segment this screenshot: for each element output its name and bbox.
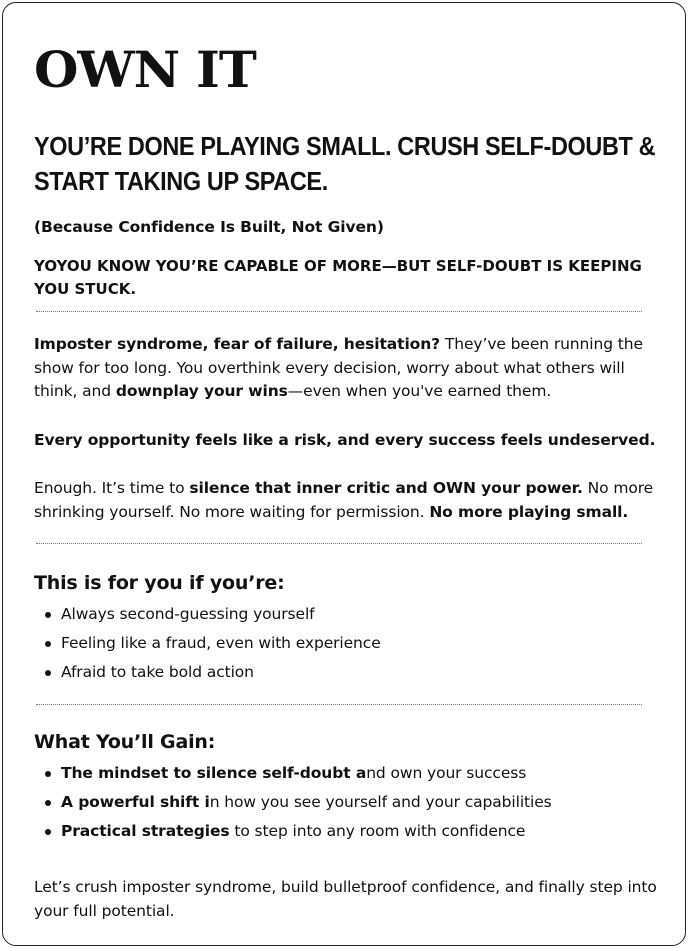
gain-item-bold: Practical strategies (61, 822, 230, 840)
gain-item-bold: The mindset to silence self-doubt a (61, 764, 367, 782)
gain-heading: What You’ll Gain: (34, 731, 216, 753)
headline: YOU’RE DONE PLAYING SMALL. CRUSH SELF-DOUBT & START TAKING UP SPACE. (34, 133, 656, 196)
intro-text-4: No more shrinking yourself. No more waiting for permission. (34, 479, 654, 521)
intro-bold-4: silence that inner critic and OWN your power. (189, 479, 583, 497)
intro-bold-1: Imposter syndrome, fear of failure, hesitation? (34, 335, 441, 353)
intro-text-2: —even when you've earned them. (287, 382, 552, 400)
closing-paragraph: Let’s crush imposter syndrome, build bulletproof confidence, and finally step into your full potential. (34, 878, 657, 920)
intro-text-3: Enough. It’s time to (34, 479, 190, 497)
for-you-heading: This is for you if you’re: (34, 572, 285, 594)
gain-item-text: nd own your success (366, 764, 527, 782)
gain-item-text: to step into any room with confidence (229, 822, 526, 840)
gain-item-bold: A powerful shift i (61, 793, 210, 811)
intro-text-1: They’ve been running the show for too long. You overthink every decision, worry about what others will think, and (34, 335, 643, 400)
list-item: Afraid to take bold action (34, 658, 654, 687)
page-title: OWN IT (34, 40, 256, 99)
list-item (34, 759, 654, 788)
intro-bold-5: No more playing small. (429, 502, 629, 521)
gain-list (34, 759, 654, 846)
list-item: Always second-guessing yourself (34, 600, 654, 629)
for-you-list (34, 600, 654, 687)
list-item: Feeling like a fraud, even with experience (34, 629, 654, 658)
divider (36, 543, 642, 544)
divider (36, 311, 642, 312)
gain-item-text: n how you see yourself and your capabilities (209, 793, 552, 811)
divider (36, 704, 642, 705)
intro-paragraph-1 (34, 333, 659, 404)
caps-line: YOYOU KNOW YOU’RE CAPABLE OF MORE—BUT SELF-DOUBT IS KEEPING YOU STUCK. (34, 257, 642, 298)
intro-bold-3: Every opportunity feels like a risk, and every success feels undeserved. (34, 431, 656, 449)
intro-paragraph-3 (34, 477, 659, 524)
subtitle: (Because Confidence Is Built, Not Given) (34, 218, 384, 236)
list-item (34, 788, 654, 817)
intro-bold-2: downplay your wins (115, 382, 288, 400)
intro-paragraph-2 (34, 429, 659, 453)
list-item (34, 817, 654, 846)
